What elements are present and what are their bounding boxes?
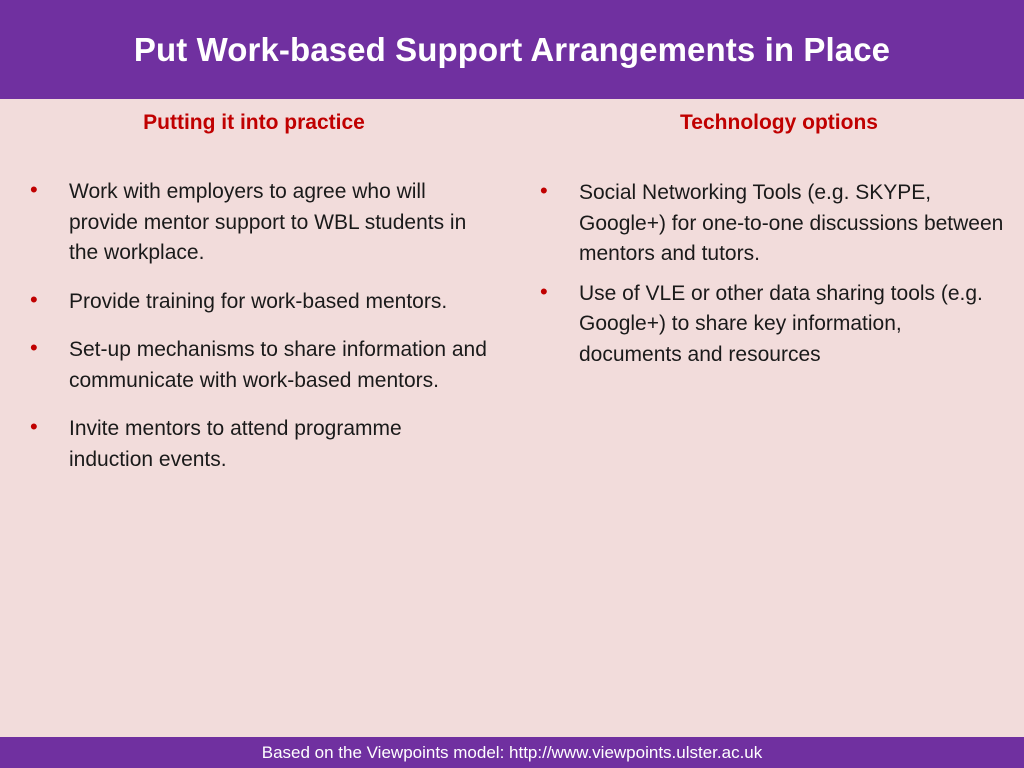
list-item [538, 178, 1008, 270]
left-column-heading: Putting it into practice [143, 111, 365, 134]
bullet-icon: • [30, 286, 38, 312]
bullet-icon: • [30, 177, 38, 202]
list-item [28, 414, 488, 475]
list-item-text: Provide training for work-based mentors. [69, 289, 448, 313]
footer-bar [0, 737, 1024, 768]
list-item-text: Set-up mechanisms to share information and communicate with work-based mentors. [69, 338, 487, 392]
bullet-icon: • [540, 178, 548, 203]
list-item-text: Social Networking Tools (e.g. SKYPE, Google+) for one-to-one discussions between mentors and tutors. [579, 181, 1004, 265]
list-item [538, 279, 1008, 371]
list-item-text: Invite mentors to attend programme induction events. [69, 417, 402, 471]
list-item [28, 177, 488, 269]
footer-text: Based on the Viewpoints model: http://www.viewpoints.ulster.ac.uk [261, 742, 763, 762]
list-item [28, 335, 488, 396]
bullet-icon: • [30, 414, 38, 439]
technology-bullet-list [538, 178, 1008, 379]
slide-title: Put Work-based Support Arrangements in Place [133, 30, 891, 68]
list-item-text: Work with employers to agree who will provide mentor support to WBL students in the workplace. [69, 180, 467, 264]
list-item [28, 287, 488, 318]
practice-bullet-list [28, 177, 488, 493]
right-column-heading: Technology options [680, 111, 878, 134]
bullet-icon: • [30, 335, 38, 360]
title-bar [0, 0, 1024, 99]
list-item-text: Use of VLE or other data sharing tools (e.g. Google+) to share key information, documents and resources [579, 281, 983, 366]
bullet-icon: • [540, 278, 548, 304]
